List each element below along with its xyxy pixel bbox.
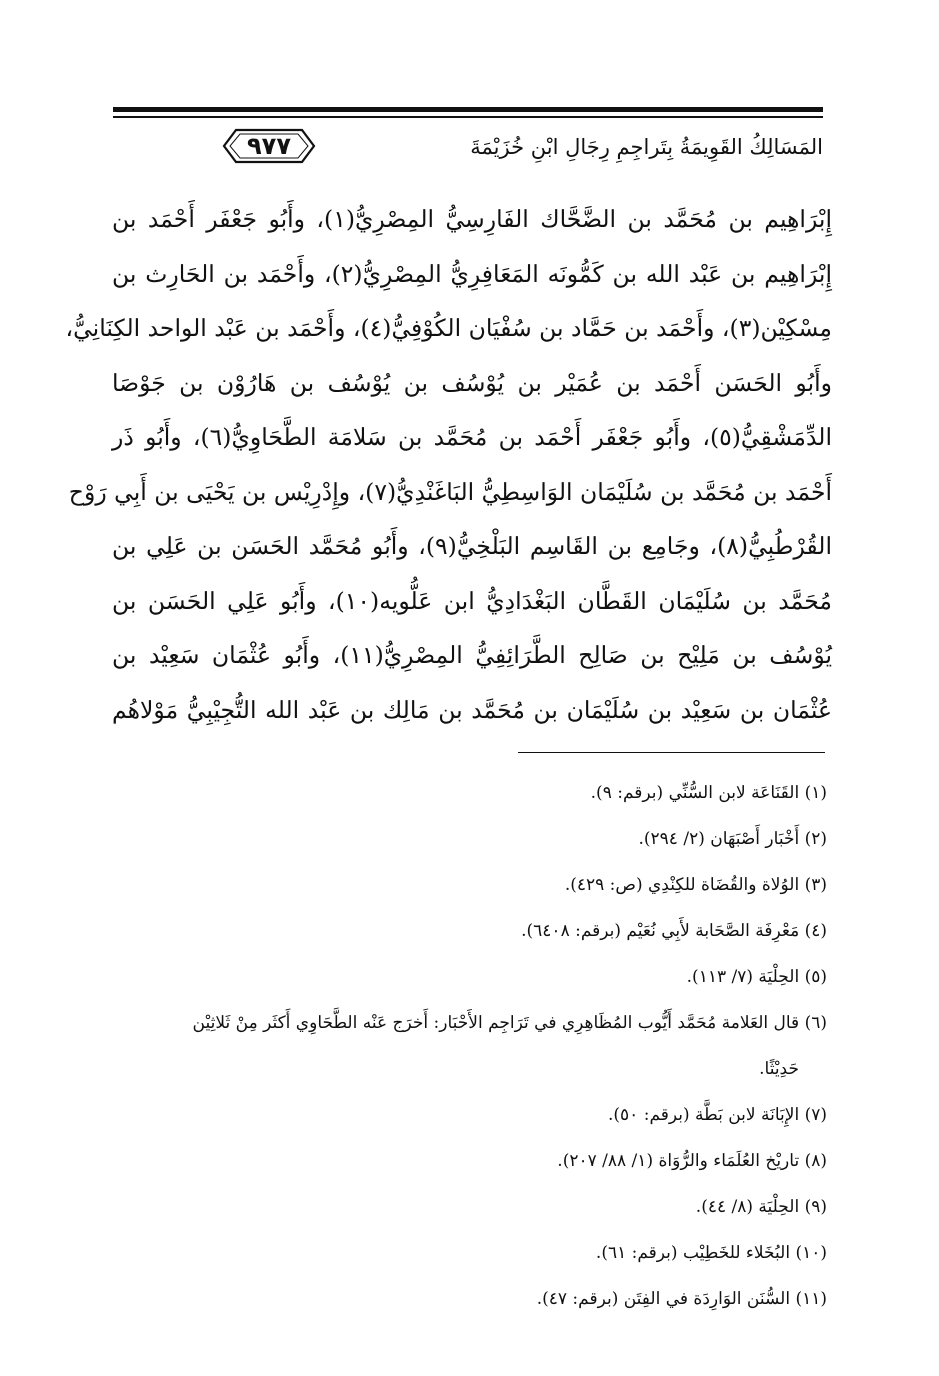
footnote: (١٠) البُخَلاء للخَطِيْب (برقم: ٦١). — [595, 1243, 827, 1263]
page-number-frame — [222, 127, 316, 165]
body-line: مِسْكِيْن(٣)، وأَحْمَد بن حَمَّاد بن سُفْيَان الكُوْفِيُّ(٤)، وأَحْمَد بن عَبْد الواحد الكِنَانِيُّ، — [65, 314, 832, 342]
body-line: أَحْمَد بن مُحَمَّد بن سُلَيْمَان الوَاسِطِيُّ البَاغَنْدِيُّ(٧)، وإِدْرِيْس بن يَحْيَى بن أَبِي رَوْح — [68, 477, 832, 506]
body-line: القُرْطُبِيُّ(٨)، وجَامِع بن القَاسِم البَلْخِيُّ(٩)، وأَبُو مُحَمَّد الحَسَن بن عَلِي بن — [112, 532, 832, 560]
footnote: (٦) قال العَلامة مُحَمَّد أَيُّوب المُظَاهِرِي في تَرَاجِم الأَحْبَار: أَخرَج عَنْه الطَّحَاوِي أَكثَر مِنْ ثَلاثِيْن — [192, 1013, 827, 1033]
footnote: (٥) الحِلْيَة (٧/ ١١٣). — [686, 967, 827, 987]
body-line: مُحَمَّد بن سُلَيْمَان القَطَّان البَغْدَادِيُّ ابن عَلُّويه(١٠)، وأَبُو عَلِي الحَسَن بن — [112, 586, 832, 615]
footnote: (١) القَنَاعَة لابن السُّنِّي (برقم: ٩). — [590, 783, 827, 803]
page-number: ٩٧٧ — [247, 132, 291, 160]
footnotes — [112, 770, 827, 1322]
footnote: (٢) أَخْبَار أَصْبَهَان (٢/ ٢٩٤). — [638, 829, 827, 849]
header-rule-thin — [113, 116, 823, 118]
body-paragraph — [65, 192, 832, 737]
footnote-separator — [518, 752, 825, 753]
body-line: إِبْرَاهِيم بن مُحَمَّد بن الضَّحَّاك الفَارِسِيُّ المِصْرِيُّ(١)، وأَبُو جَعْفَر أَحْمَد بن — [112, 205, 832, 233]
footnote: (٩) الحِلْيَة (٨/ ٤٤). — [695, 1197, 827, 1217]
body-line: الدِّمَشْقِيُّ(٥)، وأَبُو جَعْفَر أَحْمَد بن مُحَمَّد بن سَلامَة الطَّحَاوِيُّ(٦)، وأَبُو ذَر — [112, 423, 832, 451]
body-line: عُثْمَان بن سَعِيْد بن سُلَيْمَان بن مُحَمَّد بن مَالِك بن عَبْد الله التُّجِيْبِيُّ مَوْلاهُم — [112, 695, 832, 724]
footnote: (٨) تاريْخ العُلَمَاء والرُّوَاة (١/ ٨٨/ ٢٠٧). — [557, 1151, 827, 1171]
header-rule-thick — [113, 107, 823, 112]
footnote: (١١) السُّنَن الوَارِدَة في الفِتَن (برقم: ٤٧). — [536, 1289, 827, 1309]
footnote: (٤) مَعْرِفَة الصَّحَابة لأَبِي نُعَيْم (برقم: ٦٤٠٨). — [521, 921, 827, 941]
body-line: إِبْرَاهِيم بن عَبْد الله بن كَمُّونَه المَعَافِرِيُّ المِصْرِيُّ(٢)، وأَحْمَد بن الحَارِث بن — [112, 259, 832, 288]
footnote: (٧) الإِبَانَة لابن بَطَّة (برقم: ٥٠). — [608, 1105, 827, 1125]
running-header-title: المَسَالِكُ القَوِيمَةُ بِتَراجِمِ رِجَالِ ابْنِ خُزَيْمَةَ — [470, 135, 823, 159]
footnote: (٣) الوُلاة والقُضَاة للكِنْدِي (ص: ٤٢٩). — [564, 875, 827, 895]
body-line: وأَبُو الحَسَن أَحْمَد بن عُمَيْر بن يُوْسُف بن يُوْسُف بن هَارُوْن بن جَوْصَا — [112, 368, 832, 397]
body-line: يُوْسُف بن مَلِيْح بن صَالِح الطَّرَائِفِيُّ المِصْرِيُّ(١١)، وأَبُو عُثْمَان سَعِيْد بن — [112, 641, 832, 669]
footnote-continuation: حَدِيْثًا. — [759, 1059, 799, 1079]
